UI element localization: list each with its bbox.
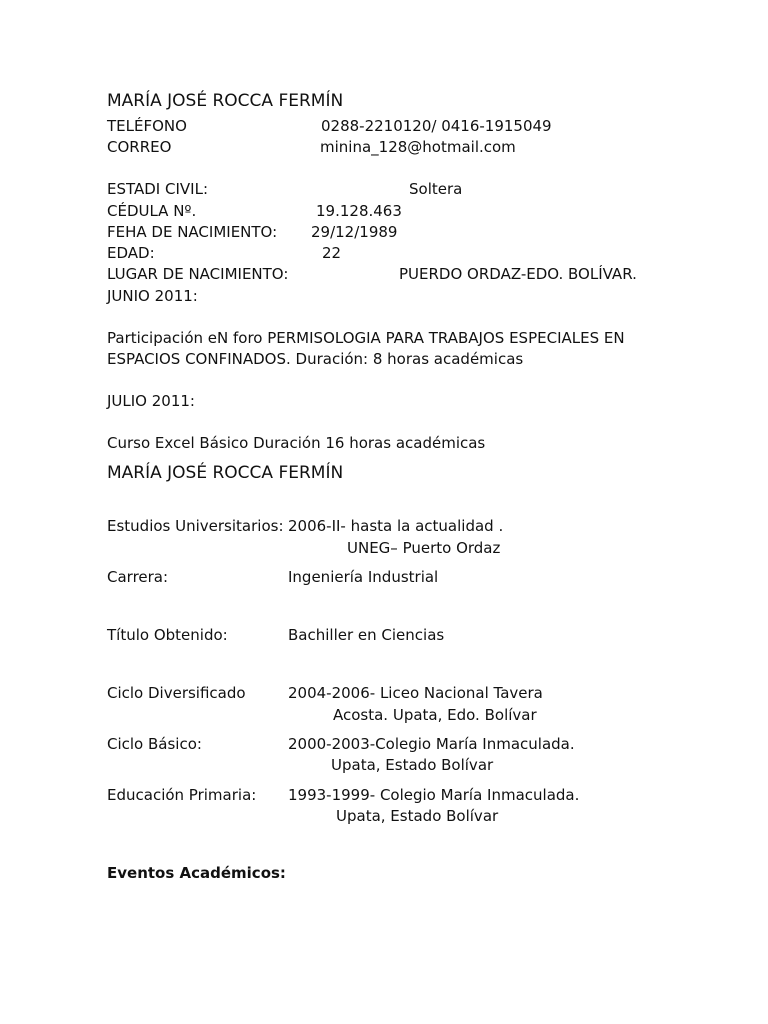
fecha-nacimiento-value: 29/12/1989: [311, 223, 398, 241]
estado-civil-value: Soltera: [409, 180, 463, 198]
primaria-label: Educación Primaria:: [107, 786, 257, 804]
edad-label: EDAD:: [107, 244, 155, 262]
titulo-label: Título Obtenido:: [107, 626, 228, 644]
universitarios-label: Estudios Universitarios:: [107, 517, 284, 535]
telefono-value: 0288-2210120/ 0416-1915049: [321, 117, 552, 135]
correo-label: CORREO: [107, 138, 172, 156]
carrera-value: Ingeniería Industrial: [288, 568, 439, 586]
basico-label: Ciclo Básico:: [107, 735, 202, 753]
primaria-line-2: Upata, Estado Bolívar: [336, 807, 499, 825]
cv-name-1: MARÍA JOSÉ ROCCA FERMÍN: [107, 91, 344, 111]
basico-line-2: Upata, Estado Bolívar: [331, 756, 494, 774]
universitarios-line-1: 2006-II- hasta la actualidad .: [288, 517, 504, 535]
julio-event-line-1: Curso Excel Básico Duración 16 horas académicas: [107, 434, 486, 452]
lugar-nacimiento-label: LUGAR DE NACIMIENTO:: [107, 265, 289, 283]
junio-event-line-2: ESPACIOS CONFINADOS. Duración: 8 horas académicas: [107, 350, 524, 368]
eventos-academicos-heading: Eventos Académicos:: [107, 864, 286, 882]
cv-name-2: MARÍA JOSÉ ROCCA FERMÍN: [107, 463, 344, 483]
fecha-nacimiento-label: FEHA DE NACIMIENTO:: [107, 223, 278, 241]
junio-event-line-1: Participación eN foro PERMISOLOGIA PARA TRABAJOS ESPECIALES EN: [107, 329, 625, 347]
lugar-nacimiento-value: PUERDO ORDAZ-EDO. BOLÍVAR.: [399, 265, 637, 283]
julio-label: JULIO 2011:: [107, 392, 195, 410]
basico-line-1: 2000-2003-Colegio María Inmaculada.: [288, 735, 575, 753]
cedula-value: 19.128.463: [316, 202, 402, 220]
correo-value: minina_128@hotmail.com: [320, 138, 516, 156]
edad-value: 22: [322, 244, 342, 262]
diversificado-line-1: 2004-2006- Liceo Nacional Tavera: [288, 684, 543, 702]
carrera-label: Carrera:: [107, 568, 169, 586]
telefono-label: TELÉFONO: [107, 117, 187, 135]
titulo-value: Bachiller en Ciencias: [288, 626, 445, 644]
universitarios-line-2: UNEG– Puerto Ordaz: [347, 539, 501, 557]
diversificado-line-2: Acosta. Upata, Edo. Bolívar: [333, 706, 537, 724]
estado-civil-label: ESTADI CIVIL:: [107, 180, 208, 198]
primaria-line-1: 1993-1999- Colegio María Inmaculada.: [288, 786, 580, 804]
cedula-label: CÉDULA Nº.: [107, 202, 197, 220]
diversificado-label: Ciclo Diversificado: [107, 684, 246, 702]
junio-label: JUNIO 2011:: [107, 287, 198, 305]
